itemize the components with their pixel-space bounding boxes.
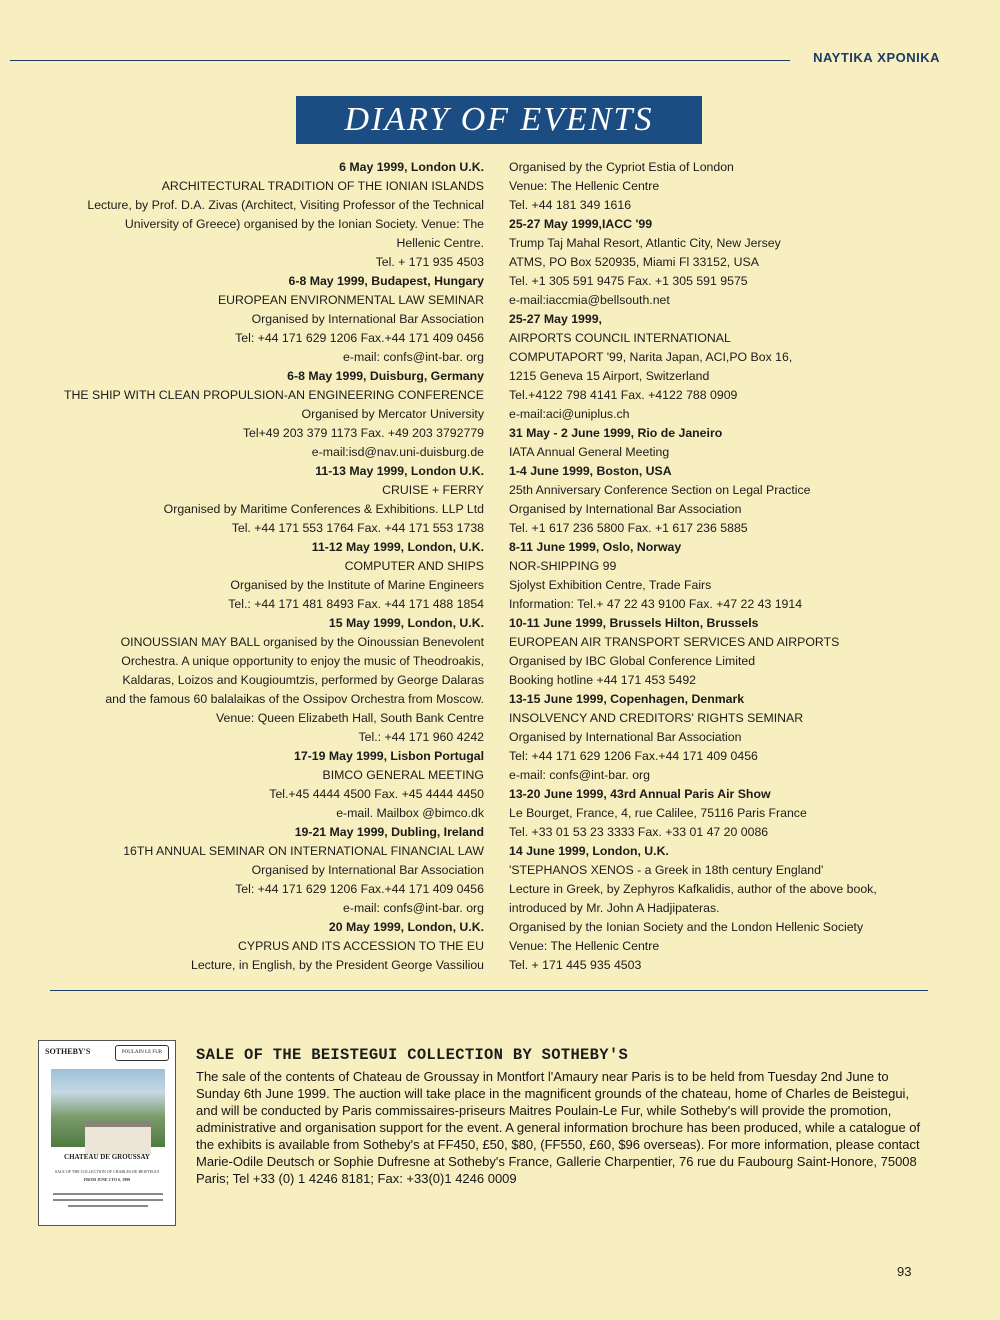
event-date-line: 13-20 June 1999, 43rd Annual Paris Air Show (509, 787, 771, 801)
event-date-line: 6-8 May 1999, Budapest, Hungary (288, 274, 484, 288)
event-detail-line: e-mail. Mailbox @bimco.dk (336, 806, 484, 820)
event-detail-line: Tel. +33 01 53 23 3333 Fax. +33 01 47 20 0086 (509, 825, 769, 839)
event-detail-line: Venue: Queen Elizabeth Hall, South Bank Centre (216, 711, 484, 725)
event-date-line: 15 May 1999, London, U.K. (328, 616, 484, 630)
event-detail-line: COMPUTAPORT '99, Narita Japan, ACI,PO Box 16, (509, 350, 793, 364)
sale-body: The sale of the contents of Chateau de Groussay in Montfort l'Amaury near Paris is to be held from Tuesday 2nd June to Sunday 6th June 1999. The auction will take place in the magnificent grounds of the chateau, home of Charles de Beistegui, and will be conducted by Paris commissaires-priseurs Maitres Poulain-Le Fur, while Sotheby's will provide the promotion, administrative and organisation support for the event. A general information brochure has been produced, while a catalogue of the exhibits is available from Sotheby's at FF450, £50, $80, (FF550, £60, $96 overseas). For more information, please contact Marie-Odile Deutsch or Sophie Dufresne at Sotheby's France, Gallerie Charpentier, 76 rue du Faubourg Saint-Honore, 75008 Paris; Tel +33 (0) 1 4246 8181; Fax: +33(0)1 4246 0009 (196, 1069, 921, 1186)
event-detail-line: Tel. +1 305 591 9475 Fax. +1 305 591 9575 (509, 274, 748, 288)
event-detail-line: e-mail: confs@int-bar. org (343, 350, 484, 364)
event-detail-line: Venue: The Hellenic Centre (509, 179, 660, 193)
event-detail-line: Lecture, in English, by the President George Vassiliou (190, 958, 484, 972)
event-detail-line: Organised by IBC Global Conference Limited (509, 654, 756, 668)
event-date-line: 14 June 1999, London, U.K. (509, 844, 669, 858)
event-detail-line: Tel. +1 617 236 5800 Fax. +1 617 236 5885 (509, 521, 748, 535)
left-event-column (50, 158, 484, 975)
event-date-line: 10-11 June 1999, Brussels Hilton, Brussels (509, 616, 759, 630)
show-through-text (60, 78, 66, 104)
event-detail-line: Organised by International Bar Association (251, 312, 484, 326)
event-detail-line: COMPUTER AND SHIPS (344, 559, 484, 573)
event-detail-line: University of Greece) organised by the Ionian Society. Venue: The (124, 217, 484, 231)
event-detail-line: OINOUSSIAN MAY BALL organised by the Oinoussian Benevolent (120, 635, 484, 649)
event-detail-line: Organised by the Institute of Marine Engineers (230, 578, 484, 592)
event-detail-line: Organised by the Ionian Society and the London Hellenic Society (509, 920, 864, 934)
event-detail-line: e-mail:isd@nav.uni-duisburg.de (311, 445, 484, 459)
event-detail-line: Tel.+45 4444 4500 Fax. +45 4444 4450 (269, 787, 484, 801)
event-date-line: 19-21 May 1999, Dubling, Ireland (294, 825, 484, 839)
event-detail-line: Sjolyst Exhibition Centre, Trade Fairs (509, 578, 712, 592)
event-detail-line: Lecture, by Prof. D.A. Zivas (Architect, Visiting Professor of the Technical (87, 198, 484, 212)
catalogue-partner: POULAIN LE FUR (115, 1045, 169, 1061)
event-detail-line: Venue: The Hellenic Centre (509, 939, 660, 953)
event-detail-line: THE SHIP WITH CLEAN PROPULSION-AN ENGINEERING CONFERENCE (64, 388, 484, 402)
event-detail-line: Tel.+4122 798 4141 Fax. +4122 788 0909 (509, 388, 738, 402)
event-date-line: 6-8 May 1999, Duisburg, Germany (287, 369, 484, 383)
event-date-line: 31 May - 2 June 1999, Rio de Janeiro (509, 426, 723, 440)
chateau-building (85, 1121, 151, 1155)
event-date-line: 6 May 1999, London U.K. (339, 160, 484, 174)
catalogue-title: CHATEAU DE GROUSSAY (64, 1153, 150, 1161)
event-detail-line: EUROPEAN ENVIRONMENTAL LAW SEMINAR (217, 293, 484, 307)
section-divider (50, 990, 928, 991)
event-detail-line: ARCHITECTURAL TRADITION OF THE IONIAN ISLANDS (161, 179, 484, 193)
event-detail-line: e-mail: confs@int-bar. org (509, 768, 650, 782)
event-detail-line: 'STEPHANOS XENOS - a Greek in 18th century England' (509, 863, 824, 877)
page-number: 93 (897, 1264, 912, 1279)
event-detail-line: Tel.: +44 171 481 8493 Fax. +44 171 488 1854 (228, 597, 484, 611)
event-detail-line: CRUISE + FERRY (382, 483, 484, 497)
event-detail-line: Tel.: +44 171 960 4242 (358, 730, 484, 744)
event-detail-line: Information: Tel.+ 47 22 43 9100 Fax. +47 22 43 1914 (509, 597, 803, 611)
event-detail-line: e-mail:aci@uniplus.ch (509, 407, 630, 421)
event-detail-line: e-mail:iaccmia@bellsouth.net (509, 293, 670, 307)
catalogue-fine-print (53, 1199, 163, 1201)
event-detail-line: BIMCO GENERAL MEETING (322, 768, 484, 782)
event-detail-line: 16TH ANNUAL SEMINAR ON INTERNATIONAL FINANCIAL LAW (123, 844, 484, 858)
event-detail-line: Tel. +44 171 553 1764 Fax. +44 171 553 1738 (231, 521, 484, 535)
event-detail-line: CYPRUS AND ITS ACCESSION TO THE EU (238, 939, 484, 953)
event-detail-line: EUROPEAN AIR TRANSPORT SERVICES AND AIRPORTS (509, 635, 840, 649)
diary-banner: DIARY OF EVENTS (296, 96, 702, 144)
catalogue-thumbnail (38, 1040, 176, 1226)
event-detail-line: e-mail: confs@int-bar. org (343, 901, 484, 915)
chateau-photo (51, 1069, 165, 1147)
event-detail-line: AIRPORTS COUNCIL INTERNATIONAL (509, 331, 731, 345)
event-detail-line: Tel. +44 181 349 1616 (509, 198, 632, 212)
event-detail-line: Organised by the Cypriot Estia of London (509, 160, 734, 174)
catalogue-fine-print (68, 1205, 148, 1207)
catalogue-fine-print (53, 1193, 163, 1195)
right-event-column (509, 158, 909, 975)
sale-title: SALE OF THE BEISTEGUI COLLECTION BY SOTHEBY'S (196, 1046, 629, 1064)
event-date-line: 20 May 1999, London, U.K. (328, 920, 484, 934)
event-date-line: 11-12 May 1999, London, U.K. (311, 540, 484, 554)
event-detail-line: 25th Anniversary Conference Section on Legal Practice (509, 483, 811, 497)
event-date-line: 13-15 June 1999, Copenhagen, Denmark (509, 692, 745, 706)
header-rule (10, 60, 790, 61)
event-date-line: 17-19 May 1999, Lisbon Portugal (294, 749, 484, 763)
catalogue-brand: SOTHEBY'S (45, 1047, 91, 1056)
event-detail-line: Trump Taj Mahal Resort, Atlantic City, New Jersey (509, 236, 781, 250)
event-detail-line: and the famous 60 balalaikas of the Ossipov Orchestra from Moscow. (105, 692, 484, 706)
event-detail-line: Le Bourget, France, 4, rue Calilee, 75116 Paris France (509, 806, 807, 820)
event-detail-line: Hellenic Centre. (396, 236, 484, 250)
event-date-line: 1-4 June 1999, Boston, USA (509, 464, 672, 478)
event-detail-line: Organised by International Bar Association (509, 502, 742, 516)
event-detail-line: ATMS, PO Box 520935, Miami Fl 33152, USA (509, 255, 759, 269)
event-date-line: 25-27 May 1999, (509, 312, 602, 326)
event-detail-line: 1215 Geneva 15 Airport, Switzerland (509, 369, 710, 383)
event-detail-line: IATA Annual General Meeting (509, 445, 670, 459)
magazine-title: ΝΑΥΤΙΚΑ ΧΡΟΝΙΚΑ (813, 50, 940, 65)
event-detail-line: Kaldaras, Loizos and Kougioumtzis, performed by George Dalaras (122, 673, 484, 687)
event-detail-line: Tel+49 203 379 1173 Fax. +49 203 3792779 (242, 426, 484, 440)
event-date-line: 8-11 June 1999, Oslo, Norway (509, 540, 682, 554)
event-detail-line: Organised by International Bar Association (251, 863, 484, 877)
event-detail-line: introduced by Mr. John A Hadjipateras. (509, 901, 720, 915)
event-detail-line: NOR-SHIPPING 99 (509, 559, 617, 573)
event-detail-line: Lecture in Greek, by Zephyros Kafkalidis, author of the above book, (509, 882, 877, 896)
event-detail-line: Organised by International Bar Association (509, 730, 742, 744)
event-detail-line: Tel: +44 171 629 1206 Fax.+44 171 409 0456 (235, 882, 484, 896)
catalogue-subtitle: SALE OF THE COLLECTION OF CHARLES DE BEISTEGUI (54, 1169, 160, 1174)
event-detail-line: INSOLVENCY AND CREDITORS' RIGHTS SEMINAR (509, 711, 804, 725)
event-detail-line: Tel. + 171 935 4503 (375, 255, 484, 269)
event-date-line: 25-27 May 1999,IACC '99 (509, 217, 653, 231)
event-detail-line: Tel: +44 171 629 1206 Fax.+44 171 409 0456 (235, 331, 484, 345)
catalogue-dates: FROM JUNE 2 TO 6, 1999 (83, 1177, 131, 1182)
event-date-line: 11-13 May 1999, London U.K. (315, 464, 484, 478)
event-detail-line: Organised by Mercator University (301, 407, 484, 421)
event-detail-line: Orchestra. A unique opportunity to enjoy the music of Theodroakis, (121, 654, 484, 668)
event-detail-line: Tel: +44 171 629 1206 Fax.+44 171 409 0456 (509, 749, 758, 763)
event-detail-line: Booking hotline +44 171 453 5492 (509, 673, 697, 687)
event-detail-line: Organised by Maritime Conferences & Exhibitions. LLP Ltd (163, 502, 484, 516)
event-detail-line: Tel. + 171 445 935 4503 (509, 958, 642, 972)
